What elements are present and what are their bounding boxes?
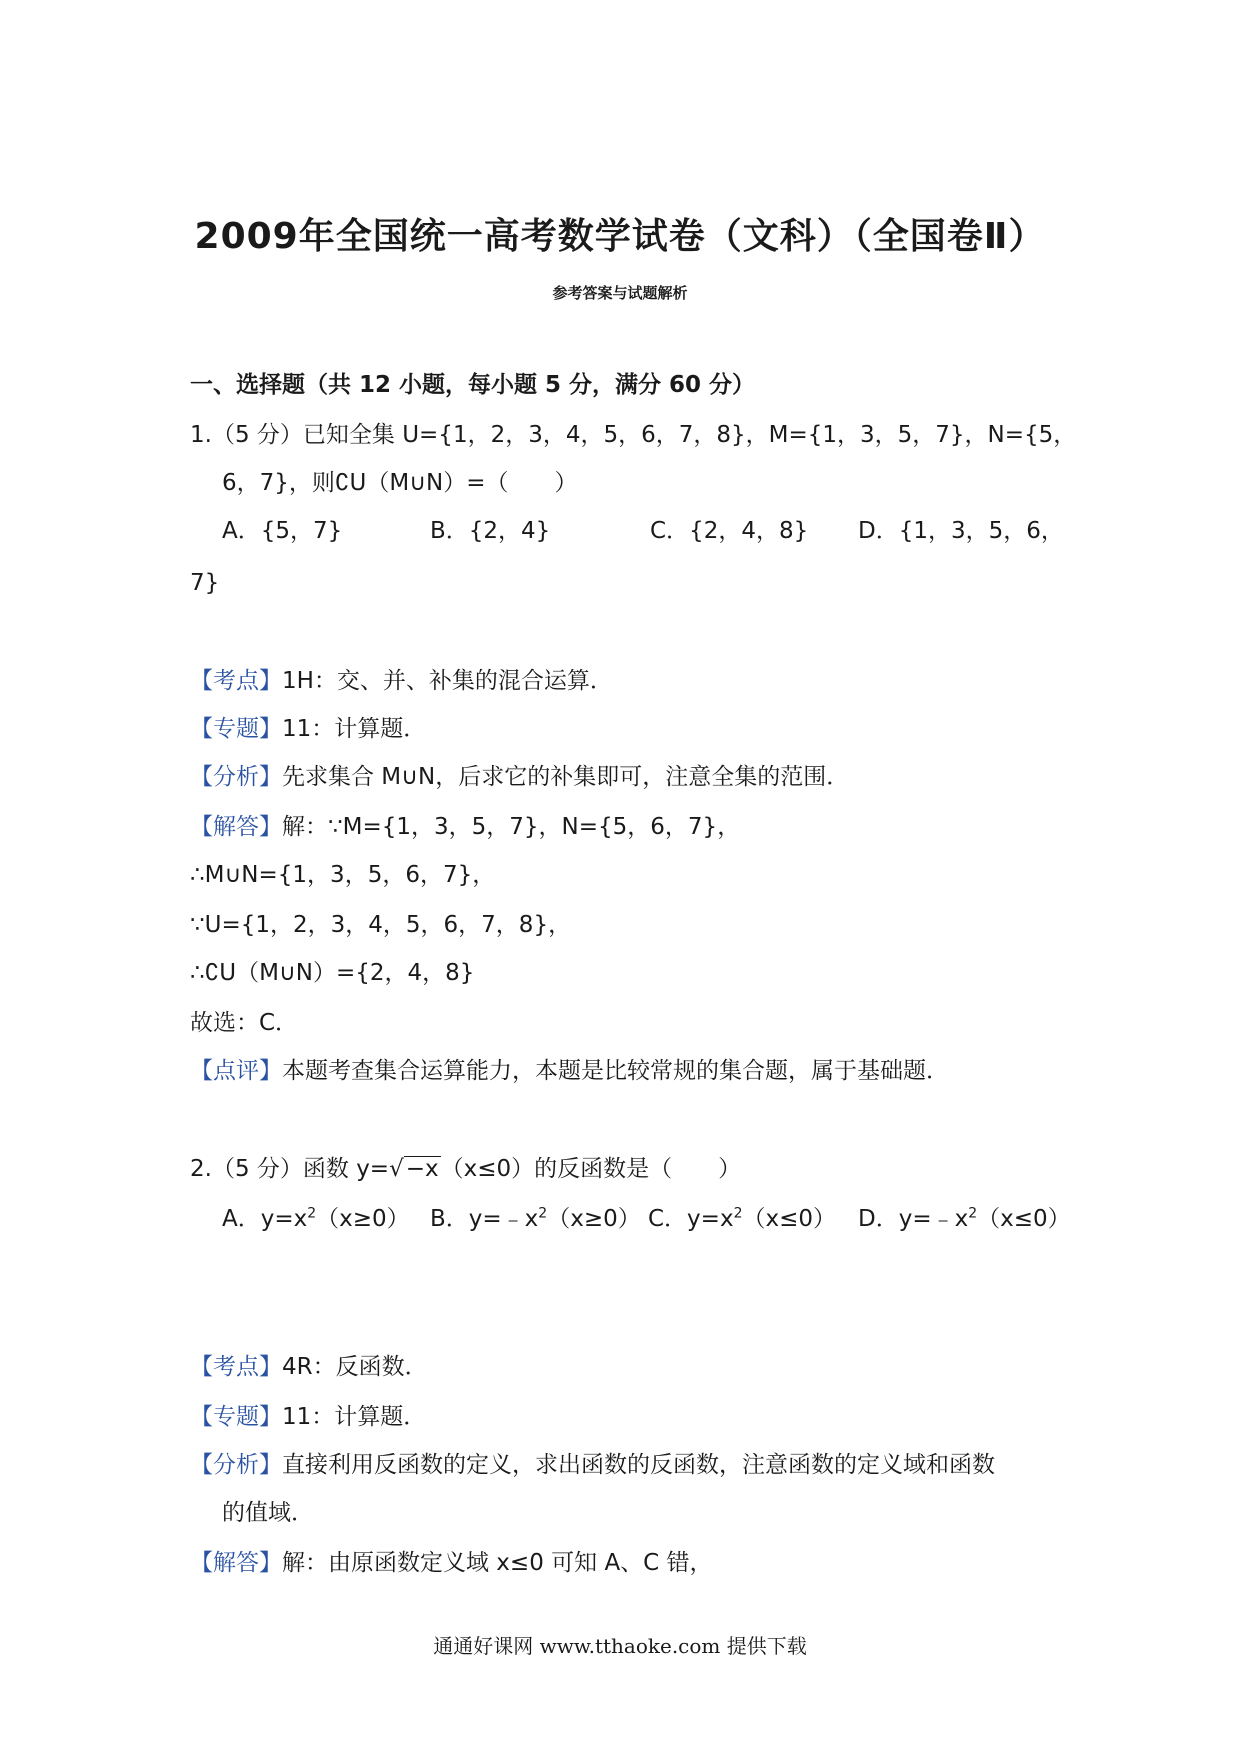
q1-option-c: C．{2，4，8} (650, 518, 809, 544)
q1-option-d-cont: 7} (190, 570, 220, 596)
exponent: 2 (968, 1205, 978, 1222)
exponent: 2 (538, 1205, 548, 1222)
q1-dianping (190, 1056, 949, 1086)
dianping-tag: 【点评】 (190, 1058, 282, 1084)
q2-fenxi (190, 1450, 995, 1480)
jieda-text: 解：∵M={1，3，5，7}，N={5，6，7}， (282, 814, 741, 840)
q2-stem (190, 1154, 741, 1184)
q2-option-d-pre: D．y=﹣x (858, 1206, 969, 1232)
page-subtitle: 参考答案与试题解析 (552, 284, 688, 302)
kaodian-tag: 【考点】 (190, 1354, 282, 1380)
zhuanti-tag: 【专题】 (190, 716, 282, 742)
fenxi-tag: 【分析】 (190, 764, 282, 790)
dianping-text: 本题考查集合运算能力，本题是比较常规的集合题，属于基础题． (282, 1058, 949, 1084)
q2-option-c-pre: C．y=x (648, 1206, 734, 1232)
page-footer: 通通好课网 www.tthaoke.com 提供下载 (433, 1634, 807, 1658)
q1-fenxi (190, 762, 849, 792)
kaodian-text: 1H：交、并、补集的混合运算． (282, 668, 613, 694)
q2-option-a-pre: A．y=x (222, 1206, 308, 1232)
q1-stem-line1: 1.（5 分）已知全集 U={1，2，3，4，5，6，7，8}，M={1，3，5，7}，N={5， (190, 422, 1077, 448)
zhuanti-text: 11：计算题． (282, 1404, 427, 1430)
q2-jieda (190, 1548, 713, 1578)
exponent: 2 (733, 1205, 743, 1222)
q2-option-a-post: （x≥0） (316, 1206, 410, 1232)
q2-option-b-pre: B．y=﹣x (430, 1206, 539, 1232)
exponent: 2 (307, 1205, 317, 1222)
q1-step3: ∴∁U（M∪N）={2，4，8} (190, 960, 475, 986)
q2-stem-prefix: 2.（5 分）函数 y= (190, 1156, 390, 1182)
fenxi-text: 直接利用反函数的定义，求出函数的反函数，注意函数的定义域和函数 (282, 1452, 995, 1478)
sqrt-expression (389, 1154, 441, 1184)
q1-step2: ∵U={1，2，3，4，5，6，7，8}， (190, 912, 572, 938)
q2-stem-suffix: （x≤0）的反函数是（ ） (440, 1156, 742, 1182)
fenxi-tag: 【分析】 (190, 1452, 282, 1478)
q1-option-b: B．{2，4} (430, 518, 551, 544)
q1-choice: 故选：C． (190, 1010, 299, 1036)
zhuanti-text: 11：计算题． (282, 716, 427, 742)
q2-option-d (858, 1204, 1071, 1234)
jieda-tag: 【解答】 (190, 814, 282, 840)
q1-option-d: D．{1，3，5，6， (858, 518, 1064, 544)
jieda-text: 解：由原函数定义域 x≤0 可知 A、C 错， (282, 1550, 713, 1576)
sqrt-argument: −x (405, 1156, 439, 1182)
q1-step1: ∴M∪N={1，3，5，6，7}， (190, 862, 496, 888)
q2-option-d-post: （x≤0） (977, 1206, 1071, 1232)
q1-option-a: A．{5，7} (222, 518, 343, 544)
q2-zhuanti (190, 1402, 426, 1432)
kaodian-tag: 【考点】 (190, 668, 282, 694)
q2-fenxi-cont: 的值域． (222, 1500, 314, 1526)
page-title: 2009年全国统一高考数学试卷（文科）（全国卷Ⅱ） (194, 216, 1046, 257)
sqrt-sign: √ (389, 1156, 404, 1182)
q2-option-c (648, 1204, 836, 1234)
q2-option-b-post: （x≥0） (547, 1206, 641, 1232)
q1-kaodian (190, 666, 613, 696)
jieda-tag: 【解答】 (190, 1550, 282, 1576)
q1-stem-line2: 6，7}，则∁U（M∪N）=（ ） (222, 470, 578, 496)
fenxi-text: 先求集合 M∪N，后求它的补集即可，注意全集的范围． (282, 764, 850, 790)
q2-option-b (430, 1204, 641, 1234)
q2-option-c-post: （x≤0） (742, 1206, 837, 1232)
zhuanti-tag: 【专题】 (190, 1404, 282, 1430)
kaodian-text: 4R：反函数． (282, 1354, 428, 1380)
q2-kaodian (190, 1352, 428, 1382)
q2-option-a (222, 1204, 410, 1234)
q1-zhuanti (190, 714, 426, 744)
q1-jieda (190, 812, 740, 842)
section-heading: 一、选择题（共 12 小题，每小题 5 分，满分 60 分） (190, 372, 756, 398)
